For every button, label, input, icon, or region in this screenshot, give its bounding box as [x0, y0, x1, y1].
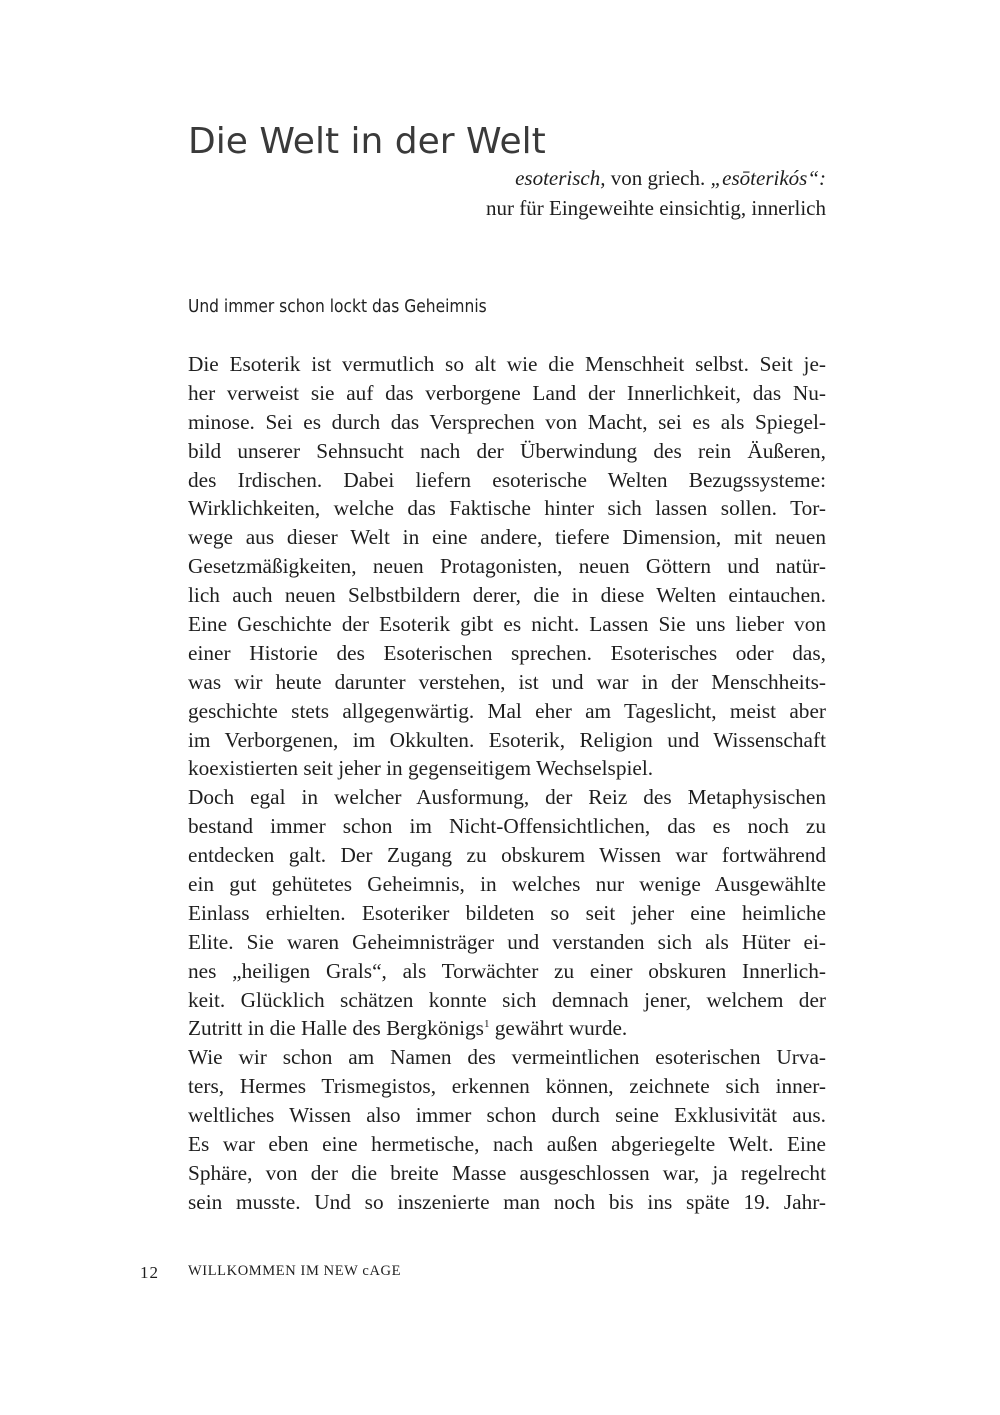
epigraph: [486, 163, 826, 223]
text-line: Gesetzmäßigkeiten, neuen Protagonisten, neuen Göttern und natür-: [188, 554, 826, 579]
text-line: minose. Sei es durch das Versprechen von Macht, sei es als Spiegel-: [188, 409, 826, 434]
text-line: Wirklichkeiten, welche das Faktische hinter sich lassen sollen. Tor-: [188, 496, 826, 521]
text-line: lich auch neuen Selbstbildern derer, die in diese Welten eintauchen.: [188, 583, 826, 608]
body-text: [188, 350, 826, 1217]
text-line: entdecken galt. Der Zugang zu obskurem Wissen war fortwährend: [188, 843, 826, 868]
text-line: koexistierten seit jeher in gegenseitigem Wechselspiel.: [188, 756, 654, 781]
page-footer: [0, 1261, 1000, 1285]
epigraph-line-1: [486, 163, 826, 193]
text-line: Doch egal in welcher Ausformung, der Reiz des Metaphysischen: [188, 785, 826, 810]
epigraph-line-2: nur für Eingeweihte einsichtig, innerlich: [486, 196, 826, 220]
epigraph-greek-term: „esōterikós“:: [710, 166, 826, 190]
text-line: weltliches Wissen also immer schon durch seine Exklusivität aus.: [188, 1103, 826, 1128]
running-head: WILLKOMMEN IM NEW cAGE: [188, 1263, 402, 1279]
text-line: was wir heute darunter verstehen, ist und war in der Menschheits-: [188, 669, 826, 694]
text-line: bild unserer Sehnsucht nach der Überwindung des rein Äußeren,: [188, 438, 826, 463]
text-line: Elite. Sie waren Geheimnisträger und verstanden sich als Hüter ei-: [188, 929, 826, 954]
text-line: her verweist sie auf das verborgene Land der Innerlichkeit, das Nu-: [188, 380, 826, 405]
text-line: ters, Hermes Trismegistos, erkennen können, zeichnete sich inner-: [188, 1074, 826, 1099]
text-line: Es war eben eine hermetische, nach außen abgeriegelte Welt. Eine: [188, 1132, 826, 1157]
text-line: nes „heiligen Grals“, als Torwächter zu einer obskuren Innerlich-: [188, 958, 826, 983]
text-line: bestand immer schon im Nicht-Offensichtlichen, das es noch zu: [188, 814, 826, 839]
text-line: geschichte stets allgegenwärtig. Mal eher am Tageslicht, meist aber: [188, 698, 826, 723]
text-line: des Irdischen. Dabei liefern esoterische Welten Bezugssysteme:: [188, 467, 826, 492]
section-heading: Und immer schon lockt das Geheimnis: [188, 296, 487, 317]
footnote-reference[interactable]: 1: [483, 1018, 490, 1031]
text-line: Sphäre, von der die breite Masse ausgeschlossen war, ja regelrecht: [188, 1160, 826, 1185]
text-line: einer Historie des Esoterischen sprechen. Esoterisches oder das,: [188, 640, 826, 665]
text-line-with-footnote: [188, 1014, 826, 1043]
page-number: 12: [140, 1263, 159, 1282]
text-line: Wie wir schon am Namen des vermeintlichen esoterischen Urva-: [188, 1045, 826, 1070]
footnote-line-before: Zutritt in die Halle des Bergkönigs: [188, 1016, 484, 1041]
epigraph-term: esoterisch,: [515, 166, 606, 190]
text-line: wege aus dieser Welt in eine andere, tiefere Dimension, mit neuen: [188, 525, 826, 550]
text-line: sein musste. Und so inszenierte man noch bis ins späte 19. Jahr-: [188, 1189, 826, 1214]
footnote-line-after: gewährt wurde.: [489, 1016, 628, 1041]
text-line: Einlass erhielten. Esoteriker bildeten so seit jeher eine heimliche: [188, 900, 826, 925]
epigraph-middle: von griech.: [605, 166, 711, 190]
text-line: keit. Glücklich schätzen konnte sich demnach jener, welchem der: [188, 987, 826, 1012]
text-line: Die Esoterik ist vermutlich so alt wie die Menschheit selbst. Seit je-: [188, 352, 826, 376]
chapter-title: Die Welt in der Welt: [188, 121, 546, 162]
text-line: im Verborgenen, im Okkulten. Esoterik, Religion und Wissenschaft: [188, 727, 826, 752]
text-line: Eine Geschichte der Esoterik gibt es nicht. Lassen Sie uns lieber von: [188, 612, 826, 637]
text-line: ein gut gehütetes Geheimnis, in welches nur wenige Ausgewählte: [188, 872, 826, 897]
